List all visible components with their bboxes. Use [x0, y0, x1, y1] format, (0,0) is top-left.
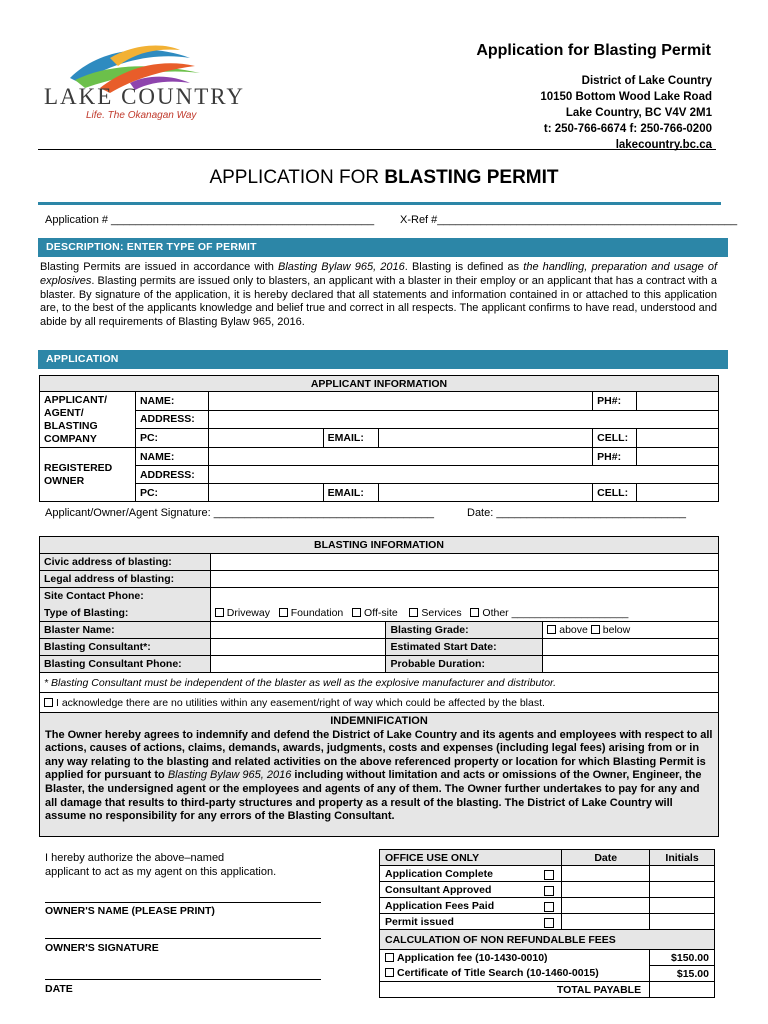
- page-title: APPLICATION FOR BLASTING PERMIT: [209, 167, 559, 188]
- total-payable-label: TOTAL PAYABLE: [380, 982, 650, 998]
- other-checkbox[interactable]: [470, 608, 479, 617]
- owner-date-label: DATE: [45, 983, 73, 995]
- start-input[interactable]: [543, 639, 719, 656]
- address-label: ADDRESS:: [135, 410, 208, 429]
- owner-cell-input[interactable]: [637, 484, 719, 502]
- office-row: Application Fees Paid: [380, 898, 562, 914]
- legal-input[interactable]: [210, 571, 718, 588]
- civic-label: Civic address of blasting:: [40, 554, 211, 571]
- office-row: Permit issued: [380, 914, 562, 930]
- pc-label: PC:: [135, 429, 208, 448]
- office-use-table: [379, 849, 715, 998]
- office-initials-cell[interactable]: [650, 898, 715, 914]
- header-divider: [38, 149, 716, 150]
- office-row: Application Complete: [380, 866, 562, 882]
- logo-name: LAKE COUNTRY: [44, 84, 245, 109]
- pc-label: PC:: [135, 484, 208, 502]
- office-initials-cell[interactable]: [650, 882, 715, 898]
- below-checkbox[interactable]: [591, 625, 600, 634]
- office-date-heading: Date: [562, 850, 650, 866]
- name-label: NAME:: [135, 448, 208, 466]
- office-initials-heading: Initials: [650, 850, 715, 866]
- owner-date-line[interactable]: [45, 979, 321, 980]
- application-number-field[interactable]: Application # ___________________________________________: [45, 214, 375, 226]
- duration-label: Probable Duration:: [386, 656, 543, 673]
- applicant-table: [39, 375, 719, 502]
- signature-date-field[interactable]: Date: _______________________________: [467, 507, 686, 519]
- address-label: ADDRESS:: [135, 466, 208, 484]
- grade-label: Blasting Grade:: [386, 622, 543, 639]
- blaster-input[interactable]: [210, 622, 386, 639]
- owner-name-line[interactable]: [45, 902, 321, 903]
- type-label: Type of Blasting:: [40, 605, 211, 622]
- logo-tagline: Life. The Okanagan Way: [86, 110, 197, 121]
- above-checkbox[interactable]: [547, 625, 556, 634]
- office-row: Consultant Approved: [380, 882, 562, 898]
- fee-amount: $150.00: [650, 950, 715, 966]
- title-divider: [38, 202, 721, 205]
- indemnification-box: [39, 712, 719, 837]
- consultant-input[interactable]: [210, 639, 386, 656]
- services-checkbox[interactable]: [409, 608, 418, 617]
- foundation-checkbox[interactable]: [279, 608, 288, 617]
- office-heading: OFFICE USE ONLY: [380, 850, 562, 866]
- indemnification-text: The Owner hereby agrees to indemnify and defend the District of Lake Country and its agents and employees with respect to all actions, causes of actions, claims, demands, awards, judgments, costs and expenses (including legal fees) arising from or in any way relating to the blasting and related activities on the above referenced property or location for which Blasting Permit is applied for pursuant to Blasting Bylaw 965, 2016 including without limitation and acts or omissions of the Owner, Engineer, the Blaster, the undersigned agent or the employees and agents of any of them. The Owner further undertakes to pay for any and all damage that results to third-party structures and property as a result of the blasting. The District of Lake Country will assume no responsibility for any errors of the Blasting Consultant.: [45, 728, 713, 823]
- office-date-cell[interactable]: [562, 898, 650, 914]
- start-label: Estimated Start Date:: [386, 639, 543, 656]
- owner-signature-line[interactable]: [45, 938, 321, 939]
- applicant-heading: APPLICANT INFORMATION: [40, 376, 719, 392]
- complete-checkbox[interactable]: [544, 870, 554, 880]
- blasting-heading: BLASTING INFORMATION: [40, 537, 719, 554]
- xref-field[interactable]: X-Ref #_________________________________________________: [400, 214, 738, 226]
- application-fee-checkbox[interactable]: [385, 953, 394, 962]
- address-line: District of Lake Country: [581, 75, 712, 87]
- ph-label: PH#:: [593, 392, 637, 411]
- consultant-phone-input[interactable]: [210, 656, 386, 673]
- site-phone-input[interactable]: [210, 588, 718, 605]
- site-phone-label: Site Contact Phone:: [40, 588, 211, 605]
- blaster-label: Blaster Name:: [40, 622, 211, 639]
- address-line: t: 250-766-6674 f: 250-766-0200: [543, 123, 712, 135]
- applicant-pc-input[interactable]: [208, 429, 323, 448]
- signature-field[interactable]: Applicant/Owner/Agent Signature: ____________________________________: [45, 507, 435, 519]
- owner-address-input[interactable]: [208, 466, 718, 484]
- grade-options: above below: [543, 622, 719, 639]
- civic-input[interactable]: [210, 554, 718, 571]
- name-label: NAME:: [135, 392, 208, 411]
- title-search-checkbox[interactable]: [385, 968, 394, 977]
- owner-ph-input[interactable]: [637, 448, 719, 466]
- address-line: 10150 Bottom Wood Lake Road: [540, 91, 712, 103]
- applicant-address-input[interactable]: [208, 410, 718, 429]
- application-band: APPLICATION: [38, 350, 728, 369]
- office-date-cell[interactable]: [562, 882, 650, 898]
- owner-email-input[interactable]: [378, 484, 593, 502]
- owner-signature-label: OWNER'S SIGNATURE: [45, 942, 159, 954]
- legal-label: Legal address of blasting:: [40, 571, 211, 588]
- header-address: [540, 73, 712, 153]
- applicant-cell-input[interactable]: [637, 429, 719, 448]
- description-text: Blasting Permits are issued in accordance with Blasting Bylaw 965, 2016. Blasting is defined as the handling, preparation and usage of explosives. Blasting permits are issued only to blasters, an applicant with a blaster in their employ or an applicant that has a contract with a blaster. By signature of the application, it is hereby declared that all statements and information contained in or attached to this application are, to the best of the applicants knowledge and belief true and correct in all respects. The applicant confirms to have read, understood and abide by all requirements of Blasting Bylaw 965, 2016.: [40, 261, 718, 329]
- cell-label: CELL:: [593, 484, 637, 502]
- ph-label: PH#:: [593, 448, 637, 466]
- offsite-checkbox[interactable]: [352, 608, 361, 617]
- permit-issued-checkbox[interactable]: [544, 918, 554, 928]
- indemnification-heading: INDEMNIFICATION: [330, 715, 428, 727]
- fees-paid-checkbox[interactable]: [544, 902, 554, 912]
- fee-amount: $15.00: [650, 966, 715, 982]
- office-date-cell[interactable]: [562, 914, 650, 930]
- owner-name-label: OWNER'S NAME (PLEASE PRINT): [45, 905, 215, 917]
- office-initials-cell[interactable]: [650, 866, 715, 882]
- email-label: EMAIL:: [323, 429, 378, 448]
- description-band: DESCRIPTION: ENTER TYPE OF PERMIT: [38, 238, 728, 257]
- consultant-label: Blasting Consultant*:: [40, 639, 211, 656]
- fee-row: Certificate of Title Search (10-1460-0015): [380, 966, 650, 982]
- fees-heading: CALCULATION OF NON REFUNDALBLE FEES: [380, 930, 715, 950]
- owner-group-label: REGISTERED OWNER: [40, 448, 136, 502]
- applicant-email-input[interactable]: [378, 429, 593, 448]
- owner-pc-input[interactable]: [208, 484, 323, 502]
- blasting-table: [39, 536, 719, 713]
- cell-label: CELL:: [593, 429, 637, 448]
- applicant-ph-input[interactable]: [637, 392, 719, 411]
- consultant-phone-label: Blasting Consultant Phone:: [40, 656, 211, 673]
- header-title: Application for Blasting Permit: [476, 42, 711, 59]
- office-initials-cell[interactable]: [650, 914, 715, 930]
- driveway-checkbox[interactable]: [215, 608, 224, 617]
- fee-row: Application fee (10-1430-0010): [380, 950, 650, 966]
- owner-name-input[interactable]: [208, 448, 592, 466]
- consultant-note: * Blasting Consultant must be independent of the blaster as well as the explosive manufacturer and distributor.: [40, 673, 719, 693]
- type-options: Driveway Foundation Off-site Services Other ____________________: [210, 605, 718, 622]
- approved-checkbox[interactable]: [544, 886, 554, 896]
- utility-acknowledgement: I acknowledge there are no utilities within any easement/right of way which could be affected by the blast.: [40, 693, 719, 713]
- total-payable-input[interactable]: [650, 982, 715, 998]
- applicant-name-input[interactable]: [208, 392, 592, 411]
- address-line: Lake Country, BC V4V 2M1: [565, 107, 712, 119]
- applicant-group-label: APPLICANT/ AGENT/ BLASTING COMPANY: [40, 392, 136, 448]
- email-label: EMAIL:: [323, 484, 378, 502]
- duration-input[interactable]: [543, 656, 719, 673]
- address-line: lakecountry.bc.ca: [615, 139, 712, 151]
- office-date-cell[interactable]: [562, 866, 650, 882]
- acknowledge-checkbox[interactable]: [44, 698, 53, 707]
- authorization-text: I hereby authorize the above–named applicant to act as my agent on this application.: [45, 852, 277, 878]
